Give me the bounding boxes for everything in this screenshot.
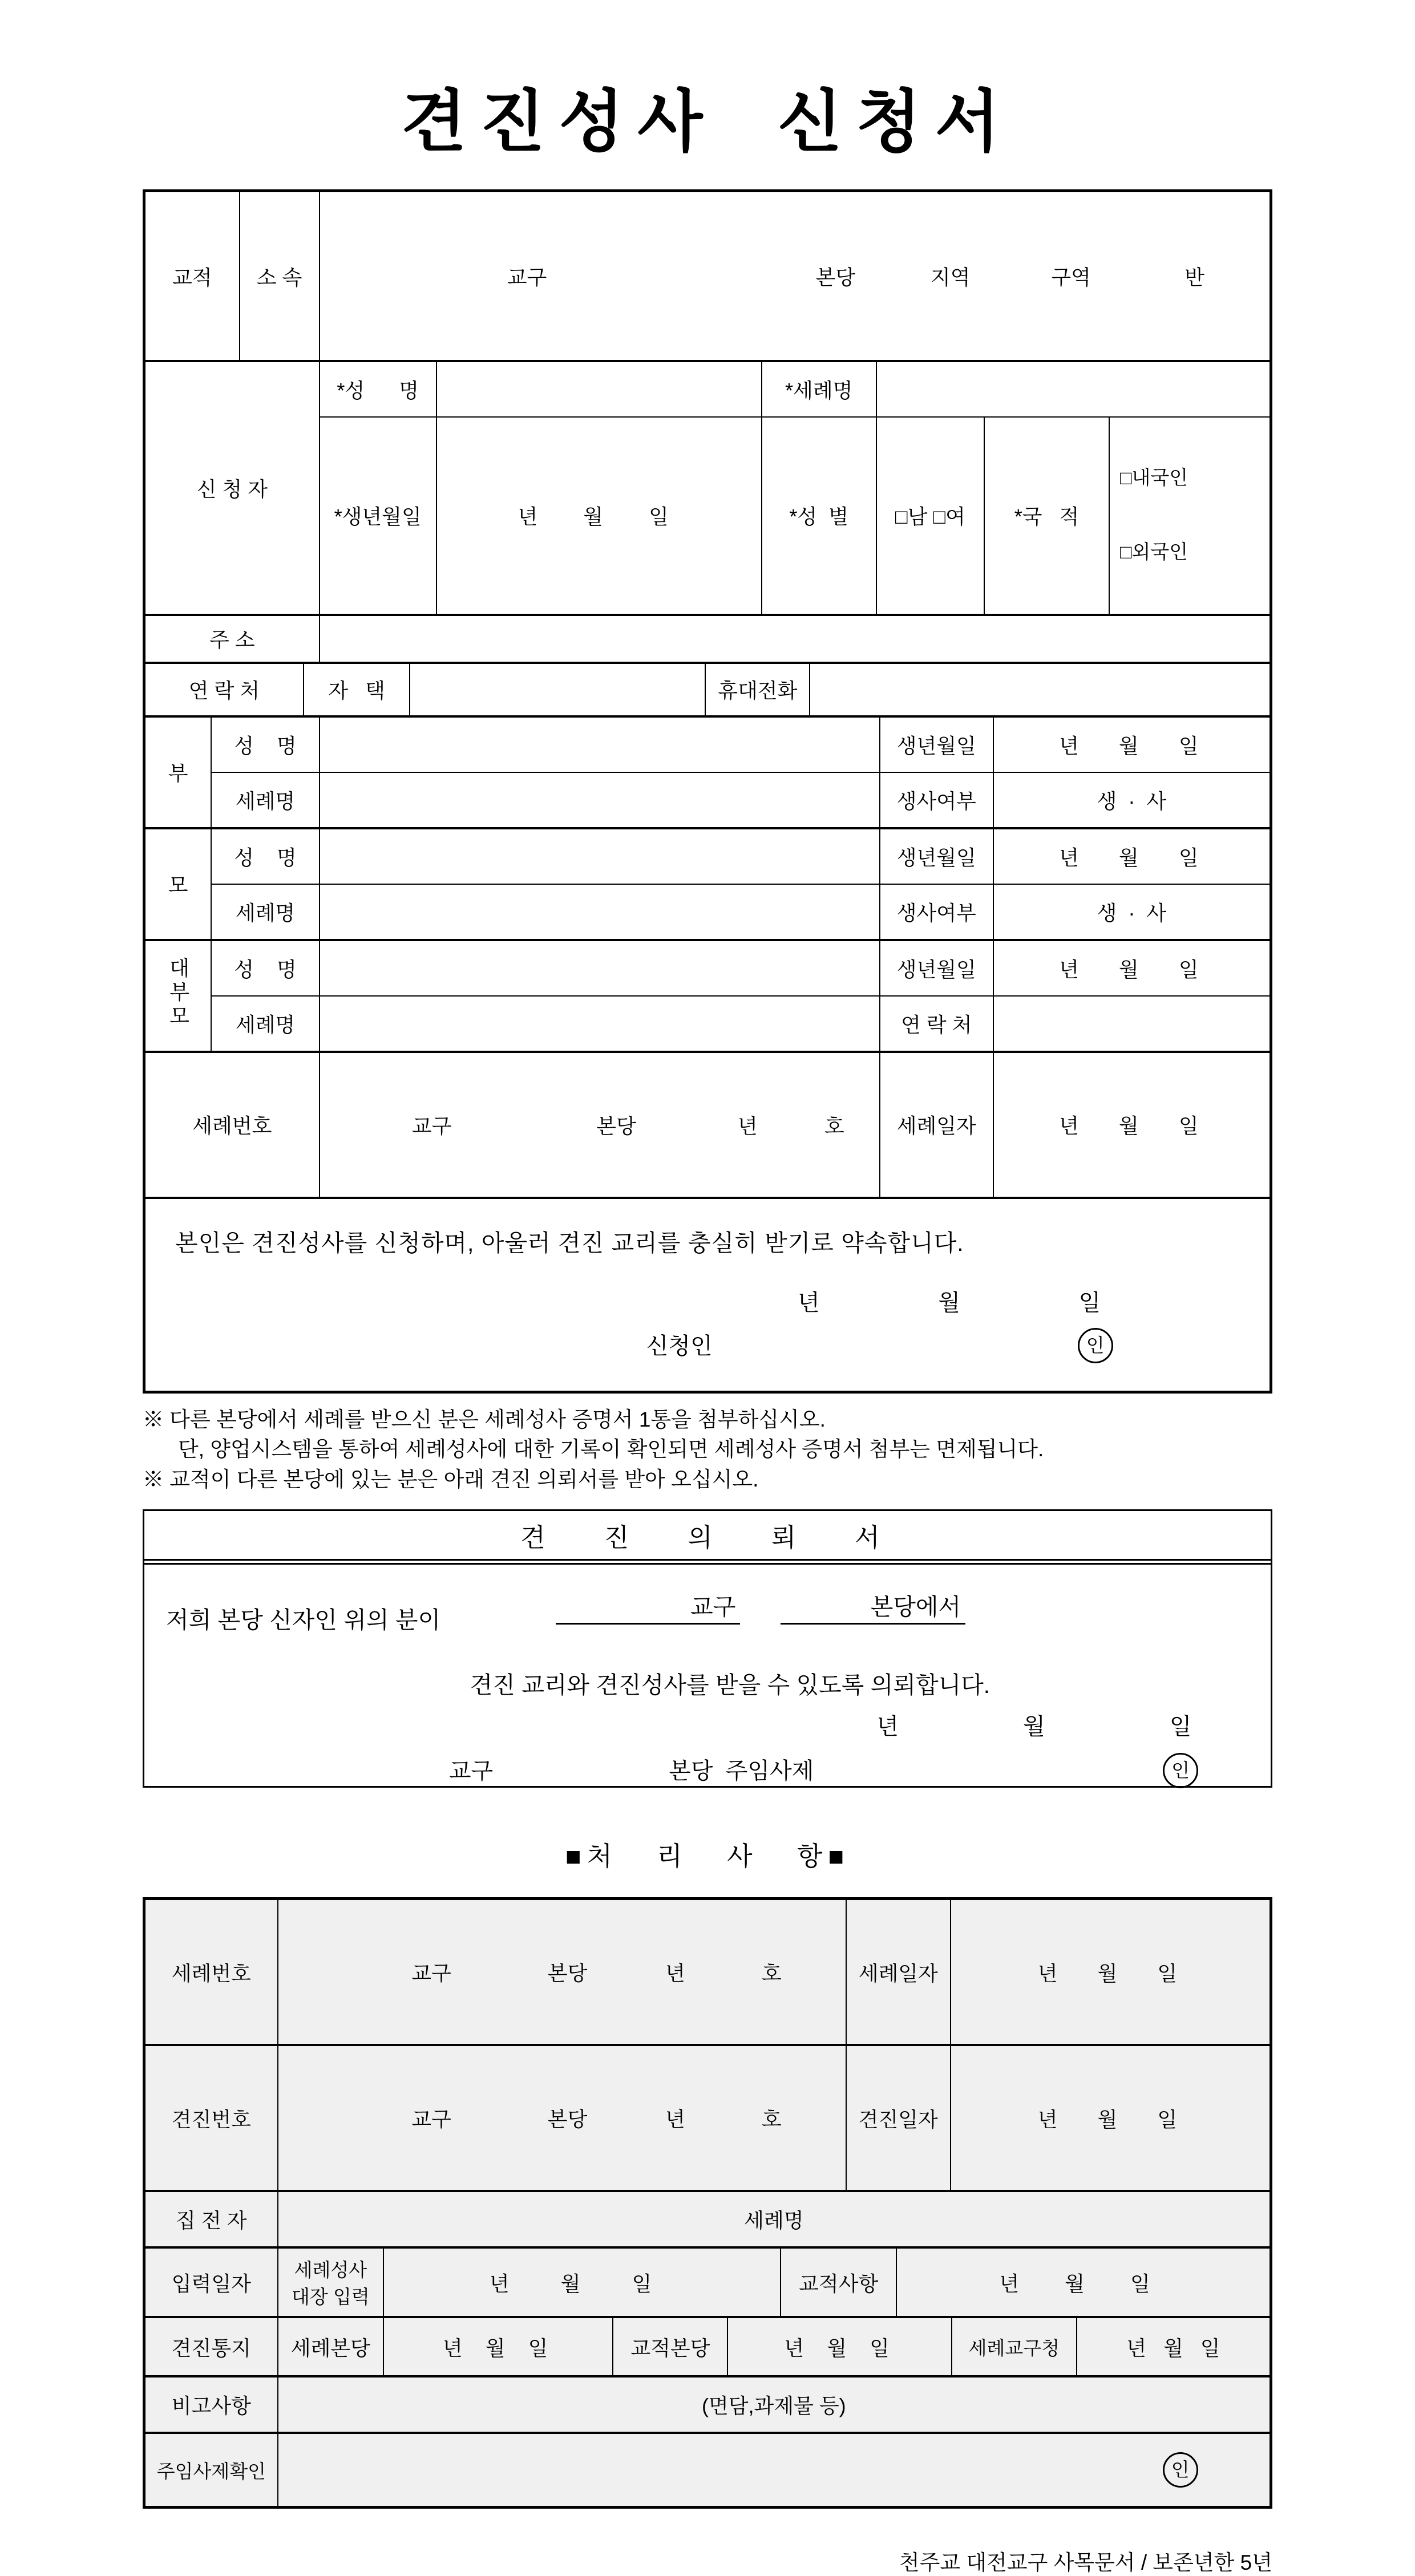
proc-confirmation-date-field: 년 월 일: [951, 2046, 1270, 2190]
declaration-day-label: 일: [1078, 1290, 1101, 1315]
proc-confirmation-number-fields: [278, 2046, 846, 2190]
mother-label: 모: [145, 829, 211, 939]
baptism-number-fields: [320, 1052, 880, 1197]
applicant-nationality-label: *국 적: [984, 417, 1109, 614]
applicant-baptismal-name-label: *세례명: [762, 362, 876, 417]
band-baptism-number: [144, 1052, 1271, 1198]
applicant-birthdate-label: *생년월일: [320, 417, 436, 614]
proc-row-remarks: [144, 2376, 1271, 2433]
request-month-label: 월: [1023, 1714, 1045, 1740]
request-signer-pastor: 본당 주임사제: [669, 1759, 814, 1784]
proc-notice-baptism-parish-date: 년 월 일: [383, 2318, 613, 2376]
request-seal-mark: [1163, 1753, 1198, 1788]
band-father: [144, 716, 1271, 828]
parish-label: 본당: [815, 265, 856, 289]
group-label: 반: [1184, 265, 1204, 289]
father-name-label: 성 명: [211, 717, 319, 772]
applicant-gender-checkboxes: □남 □여: [876, 417, 984, 614]
proc-baptism-number-fields: [278, 1899, 846, 2044]
godparent-contact-label: 연 락 처: [880, 996, 993, 1051]
request-signer-diocese: 교구: [448, 1759, 494, 1784]
proc-row-confirmation-number: [144, 2045, 1271, 2191]
proc-notice-diocese-office-date: 년 월 일: [1077, 2318, 1270, 2376]
contact-label: 연 락 처: [145, 663, 304, 716]
proc-registry-status-label: 교적사항: [781, 2248, 896, 2316]
contact-mobile-label: 휴대전화: [705, 663, 810, 716]
main-application-table: [143, 189, 1272, 1394]
father-label: 부: [145, 717, 211, 828]
proc-notice-diocese-office-label: 세례교구청: [952, 2318, 1077, 2376]
baptno-year-label: 년: [738, 1114, 758, 1138]
address-field: [320, 615, 1270, 662]
declaration-signer-label: 신청인: [646, 1333, 713, 1359]
father-baptismal-name-label: 세례명: [211, 772, 319, 828]
declaration-month-label: 월: [938, 1290, 960, 1315]
mother-alive-value: 생 · 사: [993, 884, 1270, 939]
note-line-1: ※ 다른 본당에서 세례를 받으신 분은 세례성사 증명서 1통을 첨부하십시오.: [143, 1407, 826, 1431]
seal-icon: 인: [1163, 2452, 1198, 2488]
proc-row-entry-date: [144, 2247, 1271, 2317]
note-line-3: ※ 교적이 다른 본당에 있는 분은 아래 견진 의뢰서를 받아 오십시오.: [143, 1467, 759, 1491]
mother-baptismal-name-field: [320, 884, 880, 939]
proc-baptno-year: 년: [665, 1961, 685, 1985]
father-name-field: [320, 717, 880, 772]
declaration-year-label: 년: [797, 1290, 820, 1315]
applicant-name-label: *성 명: [320, 362, 436, 417]
mother-alive-label: 생사여부: [880, 884, 993, 939]
proc-row-baptism-number: [144, 1899, 1271, 2045]
baptism-date-field: 년 월 일: [993, 1052, 1270, 1197]
applicant-birthdate-field: 년 월 일: [436, 417, 762, 614]
proc-notice-label: 견진통지: [145, 2318, 278, 2376]
proc-entry-date-label: 입력일자: [145, 2248, 278, 2316]
proc-confno-parish: 본당: [547, 2107, 588, 2131]
godparent-contact-field: [993, 996, 1270, 1051]
affiliation-label: 소 속: [240, 192, 320, 361]
band-applicant: [144, 361, 1271, 615]
declaration-seal-mark: [1078, 1328, 1113, 1363]
baptno-number-label: 호: [824, 1114, 844, 1138]
father-birthdate-field: 년 월 일: [993, 717, 1270, 772]
diocese-label: 교구: [507, 265, 547, 289]
father-alive-label: 생사여부: [880, 772, 993, 828]
godparent-label-text: 대부모: [167, 957, 191, 1030]
proc-baptism-register-label: 세례성사 대장 입력: [278, 2248, 383, 2316]
processing-section-heading: ■처 리 사 항■: [565, 1841, 850, 1872]
affiliation-fields-cell: [320, 192, 1270, 361]
nationality-domestic-checkbox: □내국인: [1119, 467, 1188, 489]
proc-baptno-number: 호: [761, 1961, 782, 1985]
footer-note: 천주교 대전교구 사목문서 / 보존년한 5년: [899, 2551, 1272, 2575]
band-contact: [144, 663, 1271, 716]
contact-home-field: [410, 663, 705, 716]
applicant-gender-label: *성 별: [762, 417, 876, 614]
seal-icon: 인: [1078, 1328, 1113, 1363]
registry-label: 교적: [145, 192, 240, 361]
band-registry: [144, 191, 1271, 361]
applicant-name-field: [436, 362, 762, 417]
godparent-name-label: 성 명: [211, 941, 319, 996]
seal-icon: 인: [1163, 1753, 1198, 1788]
baptno-parish-label: 본당: [596, 1114, 636, 1138]
district-label: 지역: [930, 265, 971, 289]
band-mother: [144, 828, 1271, 940]
proc-row-pastor-confirmation: [144, 2433, 1271, 2507]
page-title: 견진성사 신청서: [401, 85, 1014, 160]
baptno-diocese-label: 교구: [411, 1114, 452, 1138]
proc-row-notice: [144, 2317, 1271, 2376]
father-alive-value: 생 · 사: [993, 772, 1270, 828]
baptism-number-label: 세례번호: [145, 1052, 320, 1197]
proc-remarks-value: (면담,과제물 등): [278, 2377, 1270, 2432]
applicant-nationality-checkboxes: [1109, 417, 1270, 614]
proc-row-celebrant: [144, 2191, 1271, 2247]
request-diocese-label: 교구: [690, 1594, 736, 1621]
godparent-birthdate-field: 년 월 일: [993, 941, 1270, 996]
baptism-date-label: 세례일자: [880, 1052, 993, 1197]
proc-notice-registry-parish-label: 교적본당: [613, 2318, 727, 2376]
proc-baptno-diocese: 교구: [411, 1961, 451, 1985]
request-parish-blank: [781, 1574, 965, 1625]
request-box-title: 견 진 의 뢰 서: [144, 1511, 1271, 1565]
declaration-cell: [145, 1198, 1270, 1391]
request-diocese-blank: [556, 1574, 741, 1625]
request-year-label: 년: [876, 1714, 899, 1740]
declaration-text: 본인은 견진성사를 신청하며, 아울러 견진 교리를 충실히 받기로 약속합니다.: [175, 1229, 964, 1256]
page-content: [143, 59, 1272, 2576]
nationality-foreign-checkbox: □외국인: [1119, 541, 1188, 563]
proc-baptism-register-date: 년 월 일: [383, 2248, 781, 2316]
proc-confirmation-date-label: 견진일자: [846, 2046, 951, 2190]
mother-birthdate-field: 년 월 일: [993, 829, 1270, 884]
address-label: 주 소: [145, 615, 320, 662]
zone-label: 구역: [1051, 265, 1091, 289]
father-birthdate-label: 생년월일: [880, 717, 993, 772]
father-baptismal-name-field: [320, 772, 880, 828]
proc-pastor-confirmation-label: 주임사제확인: [145, 2433, 278, 2506]
proc-registry-status-date: 년 월 일: [896, 2248, 1270, 2316]
applicant-baptismal-name-field: [876, 362, 1270, 417]
proc-baptism-date-label: 세례일자: [846, 1899, 951, 2044]
contact-home-label: 자 택: [304, 663, 410, 716]
proc-celebrant-label: 집 전 자: [145, 2192, 278, 2247]
godparent-birthdate-label: 생년월일: [880, 941, 993, 996]
proc-baptism-date-field: 년 월 일: [951, 1899, 1270, 2044]
request-line2-text: 견진 교리와 견진성사를 받을 수 있도록 의뢰합니다.: [470, 1672, 990, 1699]
contact-mobile-field: [810, 663, 1270, 716]
proc-notice-registry-parish-date: 년 월 일: [727, 2318, 951, 2376]
band-address: [144, 615, 1271, 663]
godparent-baptismal-name-label: 세례명: [211, 996, 319, 1051]
applicant-label: 신 청 자: [145, 362, 320, 614]
godparent-baptismal-name-field: [320, 996, 880, 1051]
godparent-name-field: [320, 941, 880, 996]
proc-confirmation-number-label: 견진번호: [145, 2046, 278, 2190]
proc-remarks-label: 비고사항: [145, 2377, 278, 2432]
proc-confno-number: 호: [761, 2107, 782, 2131]
mother-baptismal-name-label: 세례명: [211, 884, 319, 939]
notes-block: [143, 1405, 1272, 1495]
mother-name-label: 성 명: [211, 829, 319, 884]
note-line-2: 단, 양업시스템을 통하여 세례성사에 대한 기록이 확인되면 세례성사 증명서 첨부는 면제됩니다.: [178, 1437, 1044, 1461]
proc-baptism-number-label: 세례번호: [145, 1899, 278, 2044]
proc-confno-year: 년: [665, 2107, 685, 2131]
band-godparent: [144, 940, 1271, 1052]
proc-confno-diocese: 교구: [411, 2107, 451, 2131]
proc-baptno-parish: 본당: [547, 1961, 588, 1985]
proc-celebrant-baptismal-name: 세례명: [278, 2192, 1270, 2247]
request-line1-text: 저희 본당 신자인 위의 분이: [166, 1607, 441, 1634]
mother-name-field: [320, 829, 880, 884]
request-parish-label: 본당에서: [870, 1594, 961, 1621]
mother-birthdate-label: 생년월일: [880, 829, 993, 884]
proc-pastor-seal-mark: [1163, 2452, 1198, 2488]
request-box-body: [144, 1565, 1271, 1786]
proc-notice-baptism-parish-label: 세례본당: [278, 2318, 383, 2376]
band-declaration: [144, 1198, 1271, 1392]
confirmation-request-box: [143, 1509, 1272, 1788]
request-day-label: 일: [1169, 1714, 1192, 1740]
proc-pastor-confirmation-field: [278, 2433, 1270, 2506]
processing-table: [143, 1897, 1272, 2509]
godparent-label: [145, 941, 211, 1051]
